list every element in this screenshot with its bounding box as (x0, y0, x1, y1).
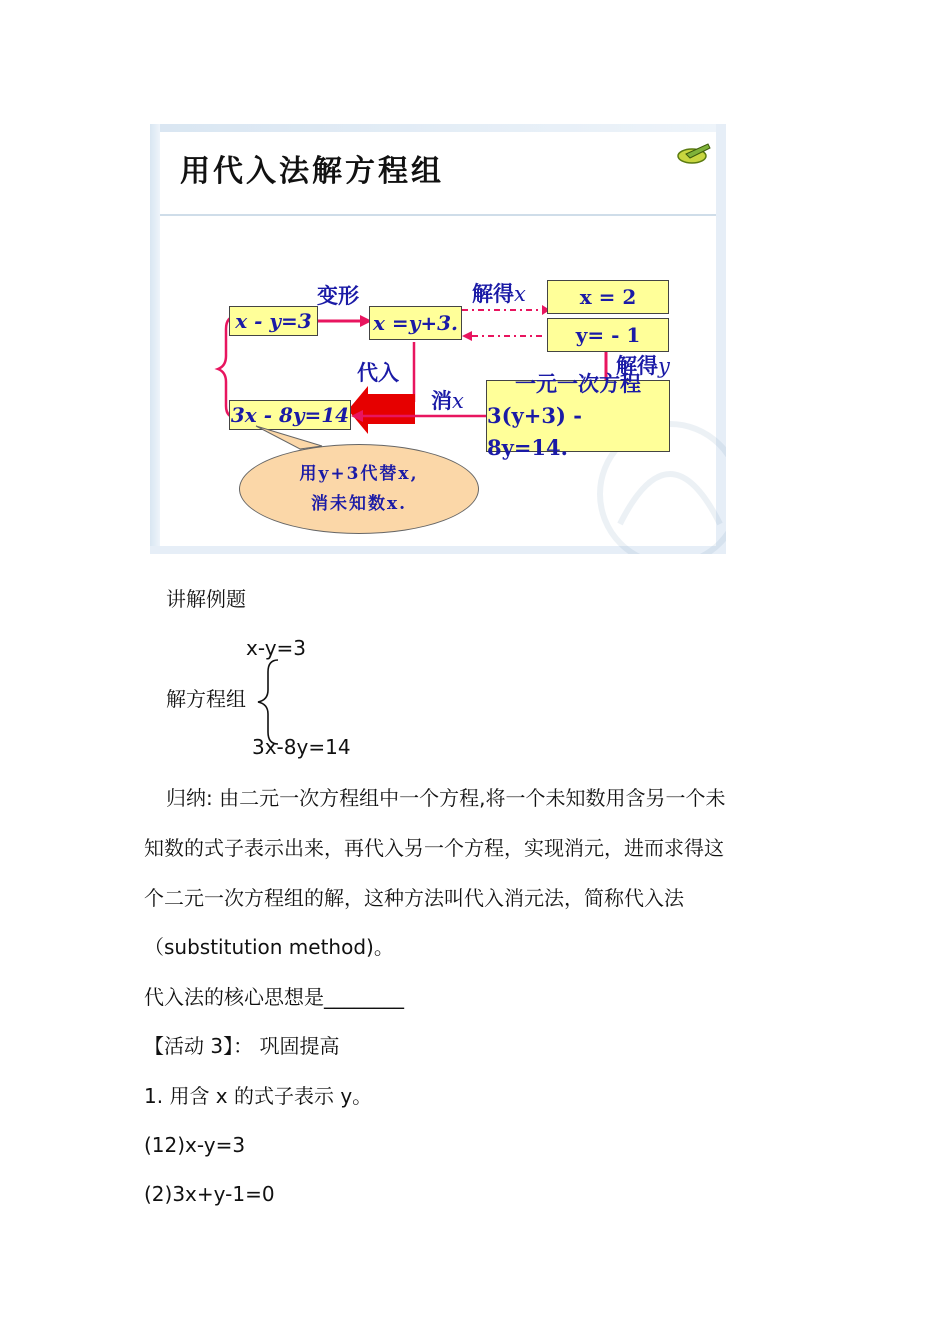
one-variable-equation-title: 一元一次方程 (515, 372, 641, 396)
activity-heading: 【活动 3】： 巩固提高 (144, 1034, 340, 1058)
summary-line-1: 归纳: 由二元一次方程组中一个方程,将一个未知数用含另一个未 (166, 786, 726, 810)
one-variable-equation: 3(y+3) - 8y=14. (487, 403, 582, 460)
summary-line-2: 知数的式子表示出来，再代入另一个方程，实现消元，进而求得这 (144, 836, 724, 860)
label-solve-x-var: x (514, 282, 526, 306)
hint-line-2: 消未知数x. (310, 494, 408, 514)
equation-box-2: 3x - 8y=14 (229, 400, 351, 430)
label-substitute: 代入 (357, 361, 399, 385)
question-1b: (2)3x+y-1=0 (144, 1182, 275, 1206)
system-equation-2: 3x-8y=14 (252, 735, 351, 759)
system-label: 解方程组 (166, 687, 246, 711)
hint-line-1: 用y+3代替x, (299, 464, 419, 484)
transformed-equation-box: x =y+3. (369, 306, 462, 340)
section-heading: 讲解例题 (166, 587, 246, 611)
result-y-box: y= - 1 (547, 318, 669, 352)
system-equation-1: x-y=3 (246, 636, 307, 660)
label-solve-y-text: 解得 (616, 354, 658, 378)
summary-line-4: （substitution method)。 (144, 935, 394, 959)
slide-image (150, 124, 726, 554)
result-x-box: x = 2 (547, 280, 669, 314)
hint-bubble (239, 444, 479, 534)
core-idea-prompt: 代入法的核心思想是________ (144, 985, 404, 1009)
label-solve-y-var: y (658, 354, 670, 378)
label-eliminate-var: x (452, 389, 464, 413)
question-1: 1. 用含 x 的式子表示 y。 (144, 1084, 373, 1108)
summary-line-3: 个二元一次方程组的解，这种方法叫代入消元法，简称代入法 (144, 886, 684, 910)
label-eliminate-text: 消 (431, 389, 452, 413)
label-solve-x-text: 解得 (472, 282, 514, 306)
equation-box-1: x - y=3 (229, 306, 318, 336)
slide-title: 用代入法解方程组 (180, 154, 444, 189)
label-transform: 变形 (317, 284, 359, 308)
question-1a: (12)x-y=3 (144, 1133, 246, 1157)
